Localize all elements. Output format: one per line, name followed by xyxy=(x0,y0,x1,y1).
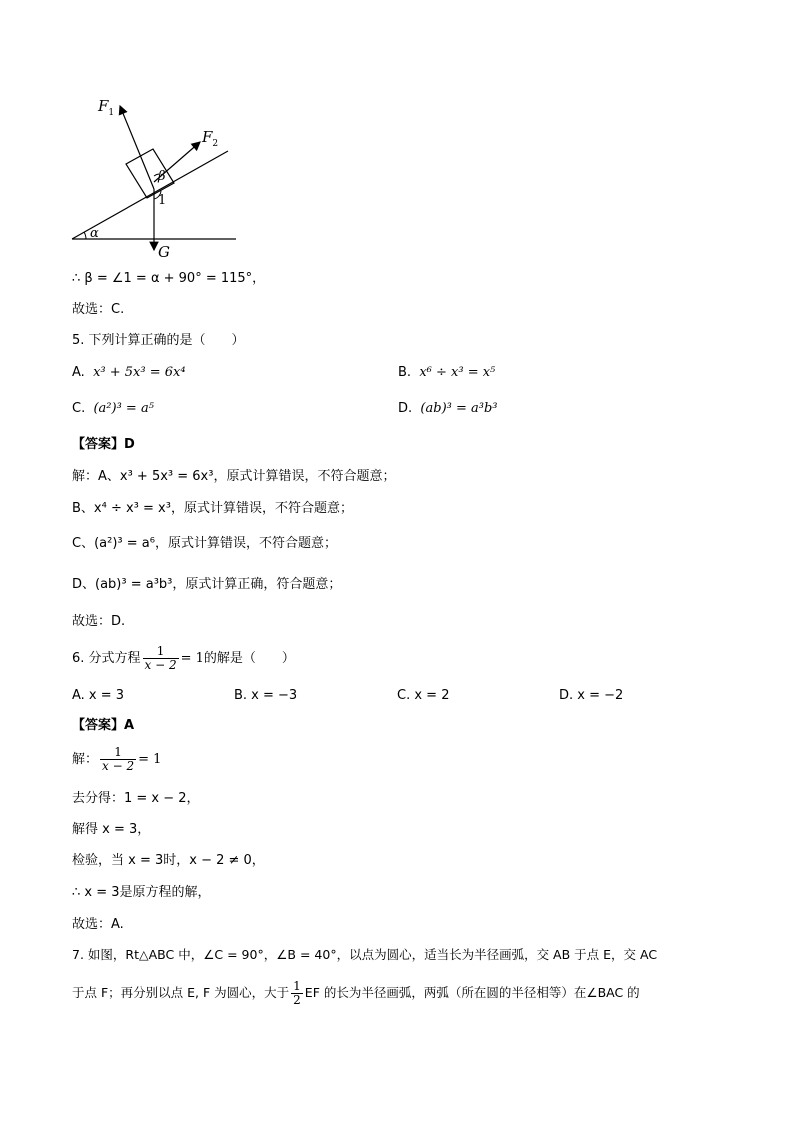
alpha-label: α xyxy=(90,226,99,241)
alpha-arc xyxy=(84,232,86,239)
q6-answer: 【答案】A xyxy=(72,718,135,733)
f2-label: $F_2$ xyxy=(202,128,219,149)
q5-option-b: B. x⁶ ÷ x³ = x⁵ xyxy=(398,365,496,380)
q6-step-2: 解得 x = 3， xyxy=(72,822,151,837)
q5-option-d: D. (ab)³ = a³b³ xyxy=(398,401,498,416)
q4-choice: 故选：C. xyxy=(72,302,125,317)
q5-solution-c: C、(a²)³ = a⁶，原式计算错误，不符合题意； xyxy=(72,536,337,551)
q6-step-4: ∴ x = 3是原方程的解， xyxy=(72,885,211,900)
q5-stem: 5. 下列计算正确的是（ ） xyxy=(72,333,245,348)
q5-solution-d: D、(ab)³ = a³b³，原式计算正确，符合题意； xyxy=(72,577,342,592)
q5-solution-b: B、x⁴ ÷ x³ = x³，原式计算错误，不符合题意； xyxy=(72,501,353,516)
q5-option-a: A. x³ + 5x³ = 6x⁴ xyxy=(72,365,186,380)
q6-step-1: 去分得：1 = x − 2， xyxy=(72,791,200,806)
q6-step-3: 检验，当 x = 3时，x − 2 ≠ 0， xyxy=(72,853,265,868)
q6-choice: 故选：A. xyxy=(72,917,124,932)
q5-option-c: C. (a²)³ = a⁵ xyxy=(72,401,154,416)
q7-fraction: $\frac{1}{2}$ xyxy=(293,979,301,1007)
block xyxy=(126,149,174,198)
q5-choice: 故选：D. xyxy=(72,614,126,629)
q6-option-d: D. x = −2 xyxy=(559,688,624,703)
q6-solution-eq: 解： $\frac{1}{x - 2}$ = 1 xyxy=(72,745,162,773)
q6-option-c: C. x = 2 xyxy=(397,688,450,703)
q6-stem: 6. 分式方程 $\frac{1}{x - 2}$ = 1的解是（ ） xyxy=(72,644,295,672)
q5-solution-a: 解：A、x³ + 5x³ = 6x³，原式计算错误，不符合题意； xyxy=(72,469,396,484)
q6-solution-fraction: $\frac{1}{x - 2}$ xyxy=(102,745,135,773)
q4-conclusion: ∴ β = ∠1 = α + 90° = 115°， xyxy=(72,271,266,286)
g-label: G xyxy=(158,243,170,261)
q6-fraction: $\frac{1}{x - 2}$ xyxy=(144,644,177,672)
q7-line-2: 于点 F；再分别以点 E, F 为圆心，大于 $\frac{1}{2}$ EF 的长为半径画弧，两弧（所在圆的半径相等）在∠BAC 的 xyxy=(72,979,640,1007)
f1-arrow xyxy=(120,106,154,189)
angle1-label: 1 xyxy=(158,193,167,208)
q6-option-a: A. x = 3 xyxy=(72,688,125,703)
q7-line-1: 7. 如图，Rt△ABC 中，∠C = 90°，∠B = 40°，以点为圆心，适当长为半径画弧，交 AB 于点 E，交 AC xyxy=(72,947,658,962)
incline-force-diagram xyxy=(60,92,260,262)
f1-label: $F_1$ xyxy=(98,97,115,118)
beta-label: β xyxy=(158,169,166,184)
q5-answer: 【答案】D xyxy=(72,437,135,452)
q6-option-b: B. x = −3 xyxy=(234,688,298,703)
